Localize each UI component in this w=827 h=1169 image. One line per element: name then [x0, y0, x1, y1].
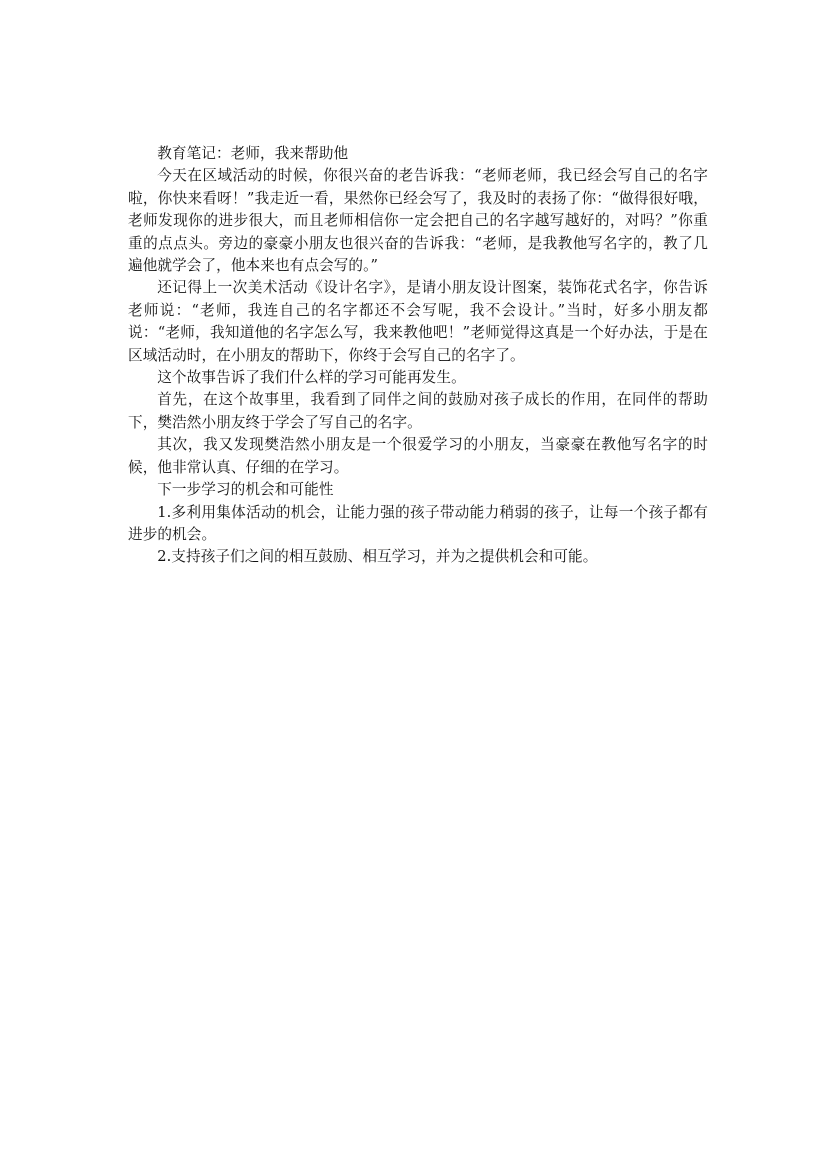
document-title: 教育笔记：老师，我来帮助他 — [157, 145, 349, 162]
paragraph-story-2: 还记得上一次美术活动《设计名字》，是请小朋友设计图案，装饰花式名字，你告诉老师说：“老师，我连自己的名字都还不会写呢，我不会设计。”当时，好多小朋友都说：“老师，我知道他的名字怎么写，我来教他吧！”老师觉得这真是一个好办法，于是在区域活动时，在小朋友的帮助下，你终于会写自己的名字了。 — [128, 279, 708, 364]
paragraph-story-1: 今天在区域活动的时候，你很兴奋的老告诉我：“老师老师，我已经会写自己的名字啦，你快来看呀！”我走近一看，果然你已经会写了，我及时的表扬了你：“做得很好哦，老师发现你的进步很大，而且老师相信你一定会把自己的名字越写越好的，对吗？”你重重的点点头。旁边的豪豪小朋友也很兴奋的告诉我：“老师，是我教他写名字的，教了几遍他就学会了，他本来也有点会写的。” — [128, 167, 708, 275]
paragraph-first-point: 首先，在这个故事里，我看到了同伴之间的鼓励对孩子成长的作用，在同伴的帮助下，樊浩然小朋友终于学会了写自己的名字。 — [128, 391, 708, 431]
list-item-next-step-2: 2.支持孩子们之间的相互鼓励、相互学习，并为之提供机会和可能。 — [157, 548, 598, 566]
list-item-next-step-1: 1.多利用集体活动的机会，让能力强的孩子带动能力稍弱的孩子，让每一个孩子都有进步的机会。 — [128, 503, 708, 543]
document-body — [128, 143, 708, 569]
paragraph-second-point: 其次，我又发现樊浩然小朋友是一个很爱学习的小朋友，当豪豪在教他写名字的时候，他非常认真、仔细的在学习。 — [128, 436, 708, 476]
section-heading-next-steps: 下一步学习的机会和可能性 — [157, 481, 334, 499]
paragraph-reflection-intro: 这个故事告诉了我们什么样的学习可能再发生。 — [157, 369, 466, 387]
